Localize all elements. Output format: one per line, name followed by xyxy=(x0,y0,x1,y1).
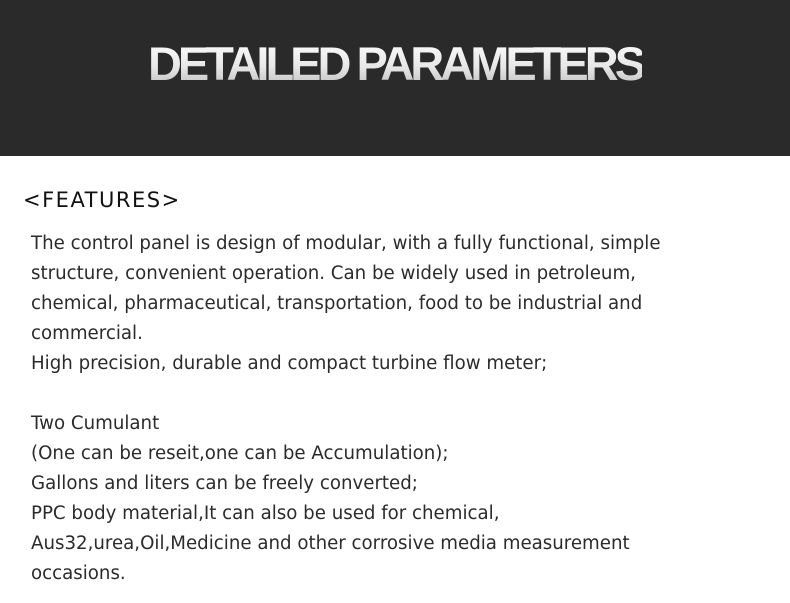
features-line-blank xyxy=(31,379,776,409)
features-line: The control panel is design of modular, with a fully functional, simple xyxy=(31,233,661,254)
features-line: PPC body material,It can also be used for chemical, xyxy=(31,503,500,524)
features-line: Aus32,urea,Oil,Medicine and other corrosive media measurement xyxy=(31,533,630,554)
features-line: (One can be reseit,one can be Accumulation); xyxy=(31,443,449,464)
features-line: occasions. xyxy=(31,563,126,584)
features-line: High precision, durable and compact turbine flow meter; xyxy=(31,353,548,374)
features-heading: <FEATURES> xyxy=(23,188,181,212)
features-line: chemical, pharmaceutical, transportation, food to be industrial and xyxy=(31,293,643,314)
features-line: Gallons and liters can be freely converted; xyxy=(31,473,418,494)
features-line: structure, convenient operation. Can be widely used in petroleum, xyxy=(31,263,636,284)
features-line: commercial. xyxy=(31,323,143,344)
features-text xyxy=(31,229,776,589)
banner-title: DETAILED PARAMETERS xyxy=(147,36,643,90)
header-banner xyxy=(0,0,790,156)
features-line: Two Cumulant xyxy=(31,413,160,434)
